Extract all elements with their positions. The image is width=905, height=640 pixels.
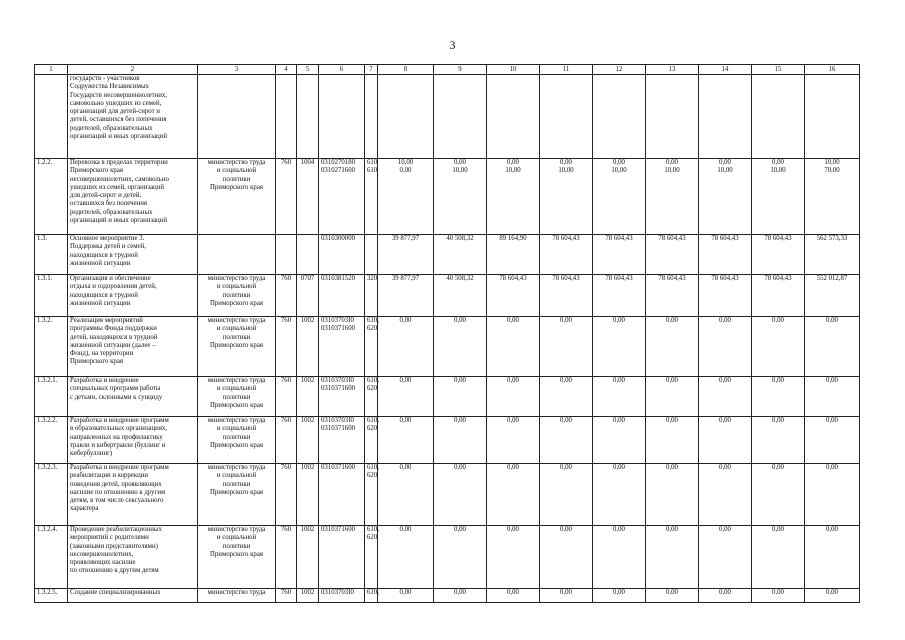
amount-cell: 78 604,43 — [752, 235, 805, 275]
amount-value: 0,00 — [507, 159, 519, 166]
activity-name-cell: Разработка и внедрение программ в образовательных организациях, направленных на профилактику травли и кибертравли (буллинг и кибербуллинг) — [68, 417, 198, 464]
amount-cell: 0,00 — [540, 417, 593, 464]
row-number-cell: 1.3.2.5. — [35, 589, 68, 603]
target-item-code-cell — [319, 75, 365, 159]
amount-value: 10,00 — [452, 167, 468, 175]
amount-cell — [752, 75, 805, 159]
amount-cell — [699, 159, 752, 235]
ministry-code-cell: 760 — [276, 526, 297, 589]
amount-cell: 40 508,32 — [434, 275, 487, 317]
target-item-code-cell: 0310300000 — [319, 235, 365, 275]
section-code-cell: 1002 — [297, 317, 319, 377]
amount-value: 10,00 — [611, 167, 627, 175]
activity-name-cell: Проведение реабилитационных мероприятий с родителями (законными представителями) несовершеннолетних, проявляющих насилие по отношению к другим детям — [68, 526, 198, 589]
amount-cell: 0,00 — [540, 317, 593, 377]
budget-table — [34, 64, 860, 603]
amount-cell — [699, 75, 752, 159]
amount-cell: 0,00 — [752, 417, 805, 464]
amount-cell: 0,00 — [646, 464, 699, 526]
executor-cell: министерство труда и социальной политики Приморского края — [198, 526, 276, 589]
amount-cell: 0,00 — [699, 589, 752, 603]
expense-type-code-cell: 610, 620 — [365, 526, 378, 589]
amount-cell: 78 604,43 — [646, 235, 699, 275]
expense-type-code-cell — [365, 75, 378, 159]
ministry-code-cell: 760 — [276, 377, 297, 417]
amount-cell: 39 877,97 — [378, 235, 434, 275]
amount-cell: 0,00 — [593, 464, 646, 526]
amount-cell: 0,00 — [378, 377, 434, 417]
amount-cell: 0,00 — [487, 589, 540, 603]
amount-cell: 0,00 — [699, 526, 752, 589]
row-number-cell: 1.2.2. — [35, 159, 68, 235]
amount-cell: 0,00 — [487, 417, 540, 464]
amount-cell: 40 508,32 — [434, 235, 487, 275]
activity-name-cell: Разработка и внедрение специальных программ работы с детьми, склонными к суициду — [68, 377, 198, 417]
expense-type-code-cell — [365, 235, 378, 275]
table-row — [35, 159, 860, 235]
amount-cell: 0,00 — [434, 377, 487, 417]
amount-cell: 0,00 — [378, 417, 434, 464]
amount-cell: 0,00 — [593, 526, 646, 589]
executor-cell — [198, 235, 276, 275]
table-row — [35, 275, 860, 317]
amount-cell: 78 604,43 — [752, 275, 805, 317]
amount-cell — [487, 159, 540, 235]
amount-cell — [646, 159, 699, 235]
table-row — [35, 377, 860, 417]
ministry-code-cell — [276, 75, 297, 159]
amount-cell: 0,00 — [378, 526, 434, 589]
amount-cell: 0,00 — [752, 464, 805, 526]
section-code-cell: 1002 — [297, 526, 319, 589]
column-header-3: 3 — [198, 65, 276, 75]
amount-cell — [752, 159, 805, 235]
amount-cell: 0,00 — [646, 417, 699, 464]
expense-type-code-cell: 610, 620 — [365, 464, 378, 526]
amount-cell: 89 164,90 — [487, 235, 540, 275]
amount-value: 10,00 — [770, 167, 786, 175]
target-item-code-cell: 0310371600 — [319, 526, 365, 589]
amount-cell: 0,00 — [646, 526, 699, 589]
column-header-6: 6 — [319, 65, 365, 75]
amount-cell: 0,00 — [646, 317, 699, 377]
amount-cell: 0,00 — [540, 526, 593, 589]
amount-value: 10,00 — [558, 167, 574, 175]
column-header-10: 10 — [487, 65, 540, 75]
amount-cell: 0,00 — [805, 464, 860, 526]
column-header-15: 15 — [752, 65, 805, 75]
page-number: 3 — [449, 38, 456, 52]
amount-cell: 0,00 — [540, 464, 593, 526]
row-number-cell: 1.3.1. — [35, 275, 68, 317]
amount-cell: 0,00 — [593, 589, 646, 603]
amount-cell — [434, 75, 487, 159]
amount-cell: 0,00 — [487, 377, 540, 417]
row-number-cell — [35, 75, 68, 159]
amount-cell: 0,00 — [593, 417, 646, 464]
activity-name-cell: Реализация мероприятий программы Фонда поддержки детей, находящихся в трудной жизненной ситуации (далее – Фонд), на территории Приморского края — [68, 317, 198, 377]
amount-cell: 552 012,87 — [805, 275, 860, 317]
amount-value: 0,00 — [560, 159, 572, 166]
expense-type-code-cell: 610 610 — [365, 159, 378, 235]
table-row — [35, 464, 860, 526]
amount-cell: 0,00 — [805, 526, 860, 589]
amount-cell: 78 604,43 — [699, 275, 752, 317]
column-header-7: 7 — [365, 65, 378, 75]
amount-cell — [805, 159, 860, 235]
ministry-code-cell: 760 — [276, 589, 297, 603]
amount-cell: 0,00 — [646, 377, 699, 417]
amount-cell: 0,00 — [646, 589, 699, 603]
header-row — [35, 65, 860, 75]
amount-value: 10,00 — [717, 167, 733, 175]
table-row — [35, 526, 860, 589]
table-row — [35, 417, 860, 464]
amount-cell: 0,00 — [434, 589, 487, 603]
section-code-cell: 0707 — [297, 275, 319, 317]
table-row — [35, 75, 860, 159]
amount-cell — [646, 75, 699, 159]
target-item-code-cell: 03103703I0 0310371600 — [319, 417, 365, 464]
amount-cell: 0,00 — [487, 317, 540, 377]
amount-value: 0,00 — [719, 159, 731, 166]
executor-cell: министерство труда и социальной политики Приморского края — [198, 317, 276, 377]
amount-cell: 0,00 — [487, 526, 540, 589]
amount-cell: 0,00 — [699, 317, 752, 377]
table-row — [35, 235, 860, 275]
amount-cell: 78 604,43 — [646, 275, 699, 317]
row-number-cell: 1.3.2. — [35, 317, 68, 377]
row-number-cell: 1.3.2.2. — [35, 417, 68, 464]
column-header-2: 2 — [68, 65, 198, 75]
ministry-code-cell — [276, 235, 297, 275]
activity-name-cell: Перевозка в пределах территории Приморского края несовершеннолетних, самовольно ушедших из семей, организаций для детей-сирот и детей, оставшихся без попечения родителей, образовательных организаций и иных организаций — [68, 159, 198, 235]
row-number-cell: 1.3.2.3. — [35, 464, 68, 526]
ministry-code-cell: 760 — [276, 417, 297, 464]
amount-cell: 0,00 — [752, 377, 805, 417]
amount-cell: 0,00 — [805, 589, 860, 603]
amount-cell: 39 877,97 — [378, 275, 434, 317]
executor-cell: министерство труда и социальной политики Приморского края — [198, 275, 276, 317]
target-item-code-cell: 03103703I0 — [319, 589, 365, 603]
section-code-cell: 1002 — [297, 377, 319, 417]
activity-name-cell: Создание специализированных — [68, 589, 198, 603]
ministry-code-cell: 760 — [276, 317, 297, 377]
column-header-5: 5 — [297, 65, 319, 75]
section-code-cell: 1002 — [297, 589, 319, 603]
amount-value: 0,00 — [454, 159, 466, 166]
amount-cell: 78 604,43 — [540, 235, 593, 275]
amount-cell: 0,00 — [434, 464, 487, 526]
amount-value: 0,00 — [613, 159, 625, 166]
amount-cell: 0,00 — [593, 377, 646, 417]
column-header-16: 16 — [805, 65, 860, 75]
amount-cell — [540, 159, 593, 235]
amount-cell: 0,00 — [752, 317, 805, 377]
amount-value: 0,00 — [666, 159, 678, 166]
column-header-14: 14 — [699, 65, 752, 75]
ministry-code-cell: 760 — [276, 159, 297, 235]
executor-cell: министерство труда и социальной политики Приморского края — [198, 464, 276, 526]
amount-cell: 0,00 — [540, 589, 593, 603]
section-code-cell: 1002 — [297, 417, 319, 464]
target-item-code-cell: 0310371600 — [319, 464, 365, 526]
amount-cell: 0,00 — [434, 317, 487, 377]
row-number-cell: 1.3.2.1. — [35, 377, 68, 417]
amount-cell: 0,00 — [752, 526, 805, 589]
amount-cell: 0,00 — [378, 589, 434, 603]
amount-cell: 78 604,43 — [487, 275, 540, 317]
column-header-12: 12 — [593, 65, 646, 75]
target-item-code-cell: 03103703I0 0310371600 — [319, 317, 365, 377]
activity-name-cell: Основное мероприятие 3. Поддержка детей и семей, находящихся в трудной жизненной ситуации — [68, 235, 198, 275]
column-header-8: 8 — [378, 65, 434, 75]
amount-cell: 0,00 — [805, 377, 860, 417]
amount-cell: 0,00 — [752, 589, 805, 603]
amount-value: 10,00 — [397, 159, 414, 166]
expense-type-code-cell: 320 — [365, 275, 378, 317]
amount-cell — [487, 75, 540, 159]
amount-cell: 78 604,43 — [593, 235, 646, 275]
amount-cell: 0,00 — [378, 317, 434, 377]
section-code-cell — [297, 75, 319, 159]
column-header-9: 9 — [434, 65, 487, 75]
section-code-cell: 1004 — [297, 159, 319, 235]
expense-type-code-cell: 610, 620 — [365, 317, 378, 377]
section-code-cell: 1002 — [297, 464, 319, 526]
activity-name-cell: Разработка и внедрение программ реабилитации и коррекции поведения детей, проявляющих насилие по отношению к другим детям, в том числе сексуального характера — [68, 464, 198, 526]
amount-cell: 0,00 — [540, 377, 593, 417]
activity-name-cell: государств - участников Содружества Независимых Государств несовершеннолетних, самовольно ушедших из семей, организаций для детей-сирот и детей, оставшихся без попечения родителей, образовательных организаций и иных организаций — [68, 75, 198, 159]
amount-cell: 78 604,43 — [593, 275, 646, 317]
expense-type-code-cell: 610, 620 — [365, 417, 378, 464]
amount-cell — [593, 159, 646, 235]
amount-value: 0,00 — [399, 167, 412, 175]
amount-cell — [434, 159, 487, 235]
amount-cell: 0,00 — [699, 464, 752, 526]
amount-cell — [540, 75, 593, 159]
section-code-cell — [297, 235, 319, 275]
column-header-11: 11 — [540, 65, 593, 75]
executor-cell: министерство труда и социальной политики Приморского края — [198, 417, 276, 464]
expense-type-code-cell: 610, 620 — [365, 377, 378, 417]
column-header-4: 4 — [276, 65, 297, 75]
target-item-code-cell: 03103703I0 0310371600 — [319, 377, 365, 417]
amount-cell: 0,00 — [699, 417, 752, 464]
amount-cell: 0,00 — [805, 317, 860, 377]
amount-cell: 78 604,43 — [699, 235, 752, 275]
table-row — [35, 317, 860, 377]
amount-value: 70,00 — [824, 167, 840, 175]
executor-cell — [198, 75, 276, 159]
amount-cell: 0,00 — [434, 417, 487, 464]
amount-cell: 0,00 — [434, 526, 487, 589]
amount-value: 0,00 — [772, 159, 784, 166]
row-number-cell: 1.3. — [35, 235, 68, 275]
executor-cell: министерство труда и социальной политики Приморского края — [198, 159, 276, 235]
amount-cell — [378, 75, 434, 159]
target-item-code-cell: 0310381520 — [319, 275, 365, 317]
column-header-13: 13 — [646, 65, 699, 75]
amount-cell — [805, 75, 860, 159]
executor-cell: министерство труда и социальной политики Приморского края — [198, 377, 276, 417]
amount-cell: 0,00 — [378, 464, 434, 526]
amount-cell: 0,00 — [593, 317, 646, 377]
expense-type-code-cell: 610, — [365, 589, 378, 603]
amount-cell — [593, 75, 646, 159]
amount-cell: 78 604,43 — [540, 275, 593, 317]
activity-name-cell: Организация и обеспечение отдыха и оздоровления детей, находящихся в трудной жизненной ситуации — [68, 275, 198, 317]
amount-value: 10,00 — [505, 167, 521, 175]
amount-cell: 0,00 — [699, 377, 752, 417]
executor-cell: министерство труда — [198, 589, 276, 603]
amount-value: 10,00 — [824, 159, 840, 166]
row-number-cell: 1.3.2.4. — [35, 526, 68, 589]
amount-cell: 0,00 — [805, 417, 860, 464]
amount-cell: 562 573,33 — [805, 235, 860, 275]
table-row — [35, 589, 860, 603]
column-header-1: 1 — [35, 65, 68, 75]
target-item-code-cell: 0310270180 0310271600 — [319, 159, 365, 235]
amount-cell — [378, 159, 434, 235]
amount-cell: 0,00 — [487, 464, 540, 526]
ministry-code-cell: 760 — [276, 275, 297, 317]
amount-value: 10,00 — [664, 167, 680, 175]
ministry-code-cell: 760 — [276, 464, 297, 526]
